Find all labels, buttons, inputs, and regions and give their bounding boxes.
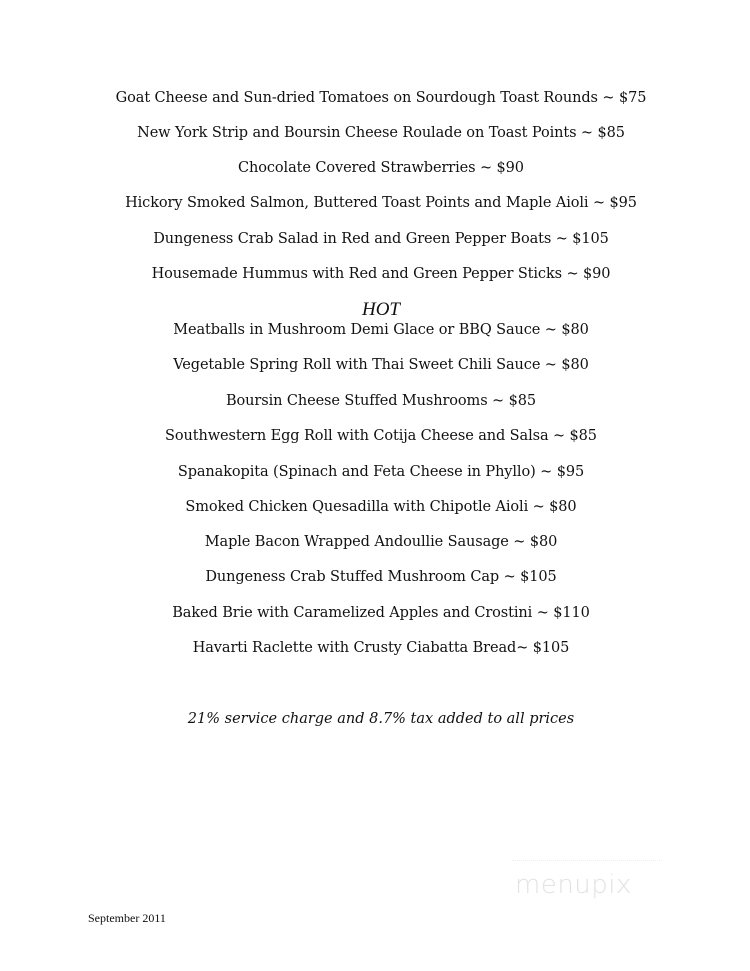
menu-item: Havarti Raclette with Crusty Ciabatta Bread~ $105 bbox=[192, 640, 570, 656]
menu-item: Vegetable Spring Roll with Thai Sweet Chili Sauce ~ $80 bbox=[173, 357, 589, 373]
footer-date: September 2011 bbox=[88, 911, 166, 925]
menu-item: New York Strip and Boursin Cheese Roulade on Toast Points ~ $85 bbox=[137, 125, 625, 141]
menu-item: Chocolate Covered Strawberries ~ $90 bbox=[238, 160, 524, 176]
menu-item: Hickory Smoked Salmon, Buttered Toast Points and Maple Aioli ~ $95 bbox=[125, 195, 637, 211]
menu-item: Baked Brie with Caramelized Apples and Crostini ~ $110 bbox=[172, 605, 590, 621]
watermark-divider bbox=[512, 860, 662, 861]
menu-item: Southwestern Egg Roll with Cotija Cheese and Salsa ~ $85 bbox=[165, 428, 597, 444]
menu-item: Smoked Chicken Quesadilla with Chipotle Aioli ~ $80 bbox=[185, 499, 577, 515]
section-heading-hot: HOT bbox=[361, 299, 400, 320]
menu-item: Dungeness Crab Salad in Red and Green Pepper Boats ~ $105 bbox=[153, 231, 609, 247]
menu-item: Housemade Hummus with Red and Green Pepper Sticks ~ $90 bbox=[151, 266, 611, 282]
menu-item: Maple Bacon Wrapped Andoullie Sausage ~ $80 bbox=[204, 534, 558, 550]
menu-item: Spanakopita (Spinach and Feta Cheese in Phyllo) ~ $95 bbox=[177, 464, 585, 480]
menu-item: Meatballs in Mushroom Demi Glace or BBQ Sauce ~ $80 bbox=[173, 322, 589, 338]
menu-item: Dungeness Crab Stuffed Mushroom Cap ~ $105 bbox=[205, 569, 557, 585]
watermark-logo: menupix bbox=[515, 870, 632, 900]
service-charge-note: 21% service charge and 8.7% tax added to all prices bbox=[187, 711, 575, 727]
menu-item: Goat Cheese and Sun-dried Tomatoes on Sourdough Toast Rounds ~ $75 bbox=[115, 90, 647, 106]
menu-item: Boursin Cheese Stuffed Mushrooms ~ $85 bbox=[225, 393, 536, 409]
